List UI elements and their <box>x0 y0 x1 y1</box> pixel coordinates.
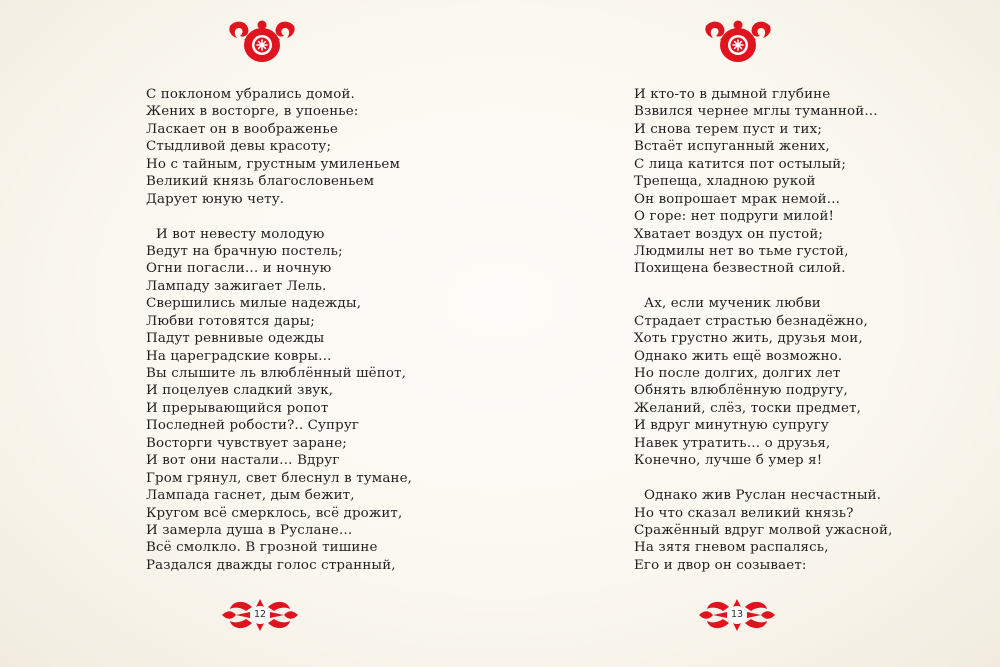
verse-line: Ведут на брачную постель; <box>146 243 343 259</box>
verse-line: И поцелуев сладкий звук, <box>146 383 334 399</box>
verse-line: И кто-то в дымной глубине <box>634 87 831 102</box>
verse-line: Дарует юную чету. <box>146 191 285 207</box>
verse-line: Гром грянул, свет блеснул в тумане, <box>146 470 413 486</box>
verse-line: Но что сказал великий князь? <box>634 505 854 521</box>
verse-line: Всё смолкло. В грозной тишине <box>146 540 378 556</box>
stanza <box>634 487 893 574</box>
verse-line: И вот они настали… Вдруг <box>146 453 340 469</box>
verse-line: Однако жив Руслан несчастный. <box>644 488 882 504</box>
stanza <box>634 86 893 278</box>
verse-line: Огни погасли… и ночную <box>146 261 332 277</box>
verse-line: Свершились милые надежды, <box>146 296 362 312</box>
verse-line: Восторги чувствует заране; <box>146 435 347 451</box>
verse-line: С лица катится пот остылый; <box>634 156 847 172</box>
right-page <box>500 0 1000 667</box>
verse-line: Взвился чернее мглы туманной… <box>634 104 878 120</box>
stanza <box>146 226 412 575</box>
page-number: 13 <box>730 609 744 620</box>
verse-line: Последней робости?.. Супруг <box>146 418 360 434</box>
verse-line: И прерывающийся ропот <box>146 400 329 416</box>
verse-line: Его и двор он созывает: <box>634 557 807 573</box>
verse-line: Великий князь благословеньем <box>146 174 375 190</box>
verse-line: Ах, если мученик любви <box>644 296 821 312</box>
verse-line: Сражённый вдруг молвой ужасной, <box>634 522 893 538</box>
verse-line: Людмилы нет во тьме густой, <box>634 243 849 259</box>
stanza <box>634 295 893 469</box>
verse-line: Ласкает он в воображенье <box>146 121 338 137</box>
verse-line: Навек утратить… о друзья, <box>634 435 831 451</box>
verse-line: Вы слышите ль влюблённый шёпот, <box>146 366 406 381</box>
stanza-gap <box>634 278 893 295</box>
page-number: 12 <box>253 609 267 620</box>
verse-line: С поклоном убрались домой. <box>146 87 355 102</box>
verse-line: О горе: нет подруги милой! <box>634 209 835 225</box>
verse-line: Трепеща, хладною рукой <box>634 174 816 190</box>
verse-line: На зятя гневом распалясь, <box>634 540 829 556</box>
verse-line: Обнять влюблённую подругу, <box>634 383 848 399</box>
stanza-gap <box>146 208 412 225</box>
verse-line: Однако жить ещё возможно. <box>634 348 843 364</box>
verse-line: Похищена безвестной силой. <box>634 261 846 277</box>
verse-line: Конечно, лучше б умер я! <box>634 453 823 469</box>
verse-line: И вот невесту молодую <box>156 226 325 242</box>
verse-line: Хоть грустно жить, друзья мои, <box>634 331 863 347</box>
verse-line: И снова терем пуст и тих; <box>634 121 822 137</box>
verse-line: Встаёт испуганный жених, <box>634 139 830 155</box>
poem-text-right <box>634 86 893 574</box>
verse-line: Желаний, слёз, тоски предмет, <box>634 400 862 416</box>
stanza-gap <box>634 470 893 487</box>
verse-line: И вдруг минутную супругу <box>634 418 829 434</box>
verse-line: Но после долгих, долгих лет <box>634 366 841 381</box>
verse-line: Кругом всё смерклось, всё дрожит, <box>146 505 403 521</box>
verse-line: Лампада гаснет, дым бежит, <box>146 488 355 504</box>
verse-line: Любви готовятся дары; <box>146 313 315 329</box>
verse-line: Жених в восторге, в упоенье: <box>146 104 359 120</box>
verse-line: Но с тайным, грустным умиленьем <box>146 156 401 172</box>
verse-line: Лампаду зажигает Лель. <box>146 278 327 294</box>
flower-ornament-icon <box>704 18 772 66</box>
verse-line: Хватает воздух он пустой; <box>634 226 824 242</box>
verse-line: Страдает страстью безнадёжно, <box>634 313 868 329</box>
flower-ornament-icon <box>228 18 296 66</box>
verse-line: На цареградские ковры… <box>146 348 332 364</box>
verse-line: И замерла душа в Руслане… <box>146 522 353 538</box>
stanza <box>146 86 412 208</box>
poem-text-left <box>146 86 412 574</box>
page-footer <box>222 597 298 633</box>
verse-line: Стыдливой девы красоту; <box>146 139 332 155</box>
verse-line: Раздался дважды голос странный, <box>146 557 396 573</box>
verse-line: Он вопрошает мрак немой… <box>634 191 841 207</box>
verse-line: Падут ревнивые одежды <box>146 331 325 347</box>
page-footer <box>699 597 775 633</box>
